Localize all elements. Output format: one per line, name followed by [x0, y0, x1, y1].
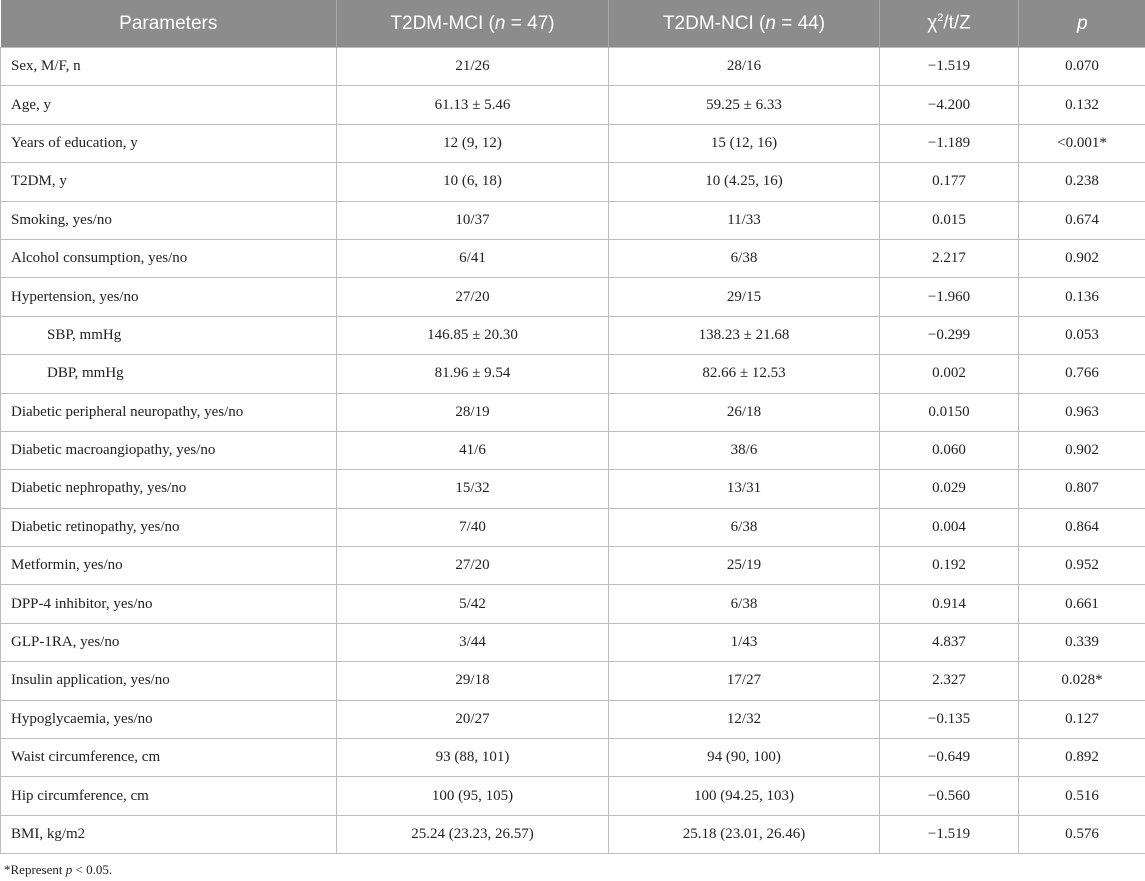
cell-p: 0.902 [1019, 431, 1145, 469]
footnote: *Represent p < 0.05. [4, 862, 113, 878]
cell-statistic: −0.135 [880, 700, 1019, 738]
cell-p: 0.238 [1019, 163, 1145, 201]
table-row [1, 470, 1145, 508]
cell-parameter: Smoking, yes/no [1, 201, 337, 239]
cell-mci: 41/6 [337, 431, 609, 469]
cell-parameter: Years of education, y [1, 124, 337, 162]
cell-parameter: Diabetic nephropathy, yes/no [1, 470, 337, 508]
cell-statistic: −1.519 [880, 815, 1019, 853]
cell-mci: 29/18 [337, 662, 609, 700]
header-t2dm-mci: T2DM-MCI (n = 47) [337, 0, 609, 48]
cell-mci: 21/26 [337, 48, 609, 86]
header-p: p [1019, 0, 1145, 48]
table-row [1, 124, 1145, 162]
cell-nci: 6/38 [609, 239, 880, 277]
table-row [1, 239, 1145, 277]
cell-parameter: Age, y [1, 86, 337, 124]
header-row [1, 0, 1145, 48]
table-row [1, 508, 1145, 546]
cell-parameter: Sex, M/F, n [1, 48, 337, 86]
cell-p: 0.136 [1019, 278, 1145, 316]
cell-statistic: −1.189 [880, 124, 1019, 162]
table-row [1, 585, 1145, 623]
table-row [1, 355, 1145, 393]
cell-nci: 25/19 [609, 547, 880, 585]
cell-parameter: Insulin application, yes/no [1, 662, 337, 700]
cell-statistic: −0.299 [880, 316, 1019, 354]
header-parameters: Parameters [1, 0, 337, 48]
cell-statistic: 0.177 [880, 163, 1019, 201]
cell-mci: 93 (88, 101) [337, 739, 609, 777]
cell-parameter: BMI, kg/m2 [1, 815, 337, 853]
cell-statistic: 4.837 [880, 623, 1019, 661]
cell-mci: 10/37 [337, 201, 609, 239]
cell-mci: 6/41 [337, 239, 609, 277]
cell-mci: 15/32 [337, 470, 609, 508]
cell-nci: 17/27 [609, 662, 880, 700]
cell-p: 0.674 [1019, 201, 1145, 239]
cell-nci: 6/38 [609, 585, 880, 623]
cell-mci: 7/40 [337, 508, 609, 546]
cell-statistic: −4.200 [880, 86, 1019, 124]
cell-p: 0.963 [1019, 393, 1145, 431]
cell-nci: 13/31 [609, 470, 880, 508]
cell-parameter: Hypoglycaemia, yes/no [1, 700, 337, 738]
cell-mci: 3/44 [337, 623, 609, 661]
cell-nci: 6/38 [609, 508, 880, 546]
cell-statistic: −0.560 [880, 777, 1019, 815]
cell-parameter: GLP-1RA, yes/no [1, 623, 337, 661]
cell-statistic: −1.519 [880, 48, 1019, 86]
cell-parameter: SBP, mmHg [1, 316, 337, 354]
cell-statistic: −0.649 [880, 739, 1019, 777]
cell-statistic: 0.015 [880, 201, 1019, 239]
cell-p: 0.892 [1019, 739, 1145, 777]
table-row [1, 815, 1145, 853]
cell-statistic: 0.192 [880, 547, 1019, 585]
cell-p: 0.053 [1019, 316, 1145, 354]
table-row [1, 623, 1145, 661]
cell-mci: 25.24 (23.23, 26.57) [337, 815, 609, 853]
cell-parameter: Diabetic macroangiopathy, yes/no [1, 431, 337, 469]
cell-mci: 61.13 ± 5.46 [337, 86, 609, 124]
cell-parameter: Hip circumference, cm [1, 777, 337, 815]
cell-p: <0.001* [1019, 124, 1145, 162]
cell-p: 0.127 [1019, 700, 1145, 738]
cell-p: 0.807 [1019, 470, 1145, 508]
header-statistic: $\chi^2/t/Z$ [880, 0, 1019, 48]
table-row [1, 547, 1145, 585]
cell-nci: 59.25 ± 6.33 [609, 86, 880, 124]
cell-p: 0.028* [1019, 662, 1145, 700]
cell-p: 0.902 [1019, 239, 1145, 277]
cell-mci: 5/42 [337, 585, 609, 623]
cell-parameter: DBP, mmHg [1, 355, 337, 393]
cell-statistic: 0.0150 [880, 393, 1019, 431]
cell-parameter: Waist circumference, cm [1, 739, 337, 777]
cell-nci: 11/33 [609, 201, 880, 239]
cell-mci: 12 (9, 12) [337, 124, 609, 162]
table-row [1, 48, 1145, 86]
cell-mci: 27/20 [337, 547, 609, 585]
table-row [1, 316, 1145, 354]
cell-nci: 138.23 ± 21.68 [609, 316, 880, 354]
table-row [1, 86, 1145, 124]
cell-statistic: 0.060 [880, 431, 1019, 469]
cell-p: 0.661 [1019, 585, 1145, 623]
cell-mci: 27/20 [337, 278, 609, 316]
cell-parameter: Diabetic retinopathy, yes/no [1, 508, 337, 546]
header-t2dm-nci: T2DM-NCI (n = 44) [609, 0, 880, 48]
table-row [1, 777, 1145, 815]
table-row [1, 739, 1145, 777]
cell-mci: 28/19 [337, 393, 609, 431]
cell-statistic: −1.960 [880, 278, 1019, 316]
cell-p: 0.576 [1019, 815, 1145, 853]
cell-mci: 81.96 ± 9.54 [337, 355, 609, 393]
cell-statistic: 0.004 [880, 508, 1019, 546]
cell-p: 0.132 [1019, 86, 1145, 124]
cell-nci: 94 (90, 100) [609, 739, 880, 777]
cell-parameter: Metformin, yes/no [1, 547, 337, 585]
cell-parameter: Diabetic peripheral neuropathy, yes/no [1, 393, 337, 431]
cell-p: 0.339 [1019, 623, 1145, 661]
cell-p: 0.952 [1019, 547, 1145, 585]
table-row [1, 431, 1145, 469]
cell-statistic: 0.029 [880, 470, 1019, 508]
cell-nci: 82.66 ± 12.53 [609, 355, 880, 393]
cell-nci: 25.18 (23.01, 26.46) [609, 815, 880, 853]
cell-mci: 100 (95, 105) [337, 777, 609, 815]
cell-nci: 10 (4.25, 16) [609, 163, 880, 201]
table-row [1, 393, 1145, 431]
cell-nci: 12/32 [609, 700, 880, 738]
cell-statistic: 0.914 [880, 585, 1019, 623]
cell-nci: 26/18 [609, 393, 880, 431]
cell-nci: 100 (94.25, 103) [609, 777, 880, 815]
cell-p: 0.766 [1019, 355, 1145, 393]
table-row [1, 163, 1145, 201]
cell-parameter: Alcohol consumption, yes/no [1, 239, 337, 277]
cell-p: 0.516 [1019, 777, 1145, 815]
cell-nci: 15 (12, 16) [609, 124, 880, 162]
cell-nci: 38/6 [609, 431, 880, 469]
cell-parameter: Hypertension, yes/no [1, 278, 337, 316]
cell-nci: 1/43 [609, 623, 880, 661]
cell-p: 0.864 [1019, 508, 1145, 546]
cell-mci: 10 (6, 18) [337, 163, 609, 201]
table-row [1, 700, 1145, 738]
cell-statistic: 2.217 [880, 239, 1019, 277]
cell-mci: 20/27 [337, 700, 609, 738]
cell-p: 0.070 [1019, 48, 1145, 86]
cell-statistic: 2.327 [880, 662, 1019, 700]
table-row [1, 662, 1145, 700]
cell-parameter: T2DM, y [1, 163, 337, 201]
cell-mci: 146.85 ± 20.30 [337, 316, 609, 354]
table-row [1, 278, 1145, 316]
table-row [1, 201, 1145, 239]
cell-nci: 29/15 [609, 278, 880, 316]
cell-statistic: 0.002 [880, 355, 1019, 393]
cell-parameter: DPP-4 inhibitor, yes/no [1, 585, 337, 623]
cell-nci: 28/16 [609, 48, 880, 86]
